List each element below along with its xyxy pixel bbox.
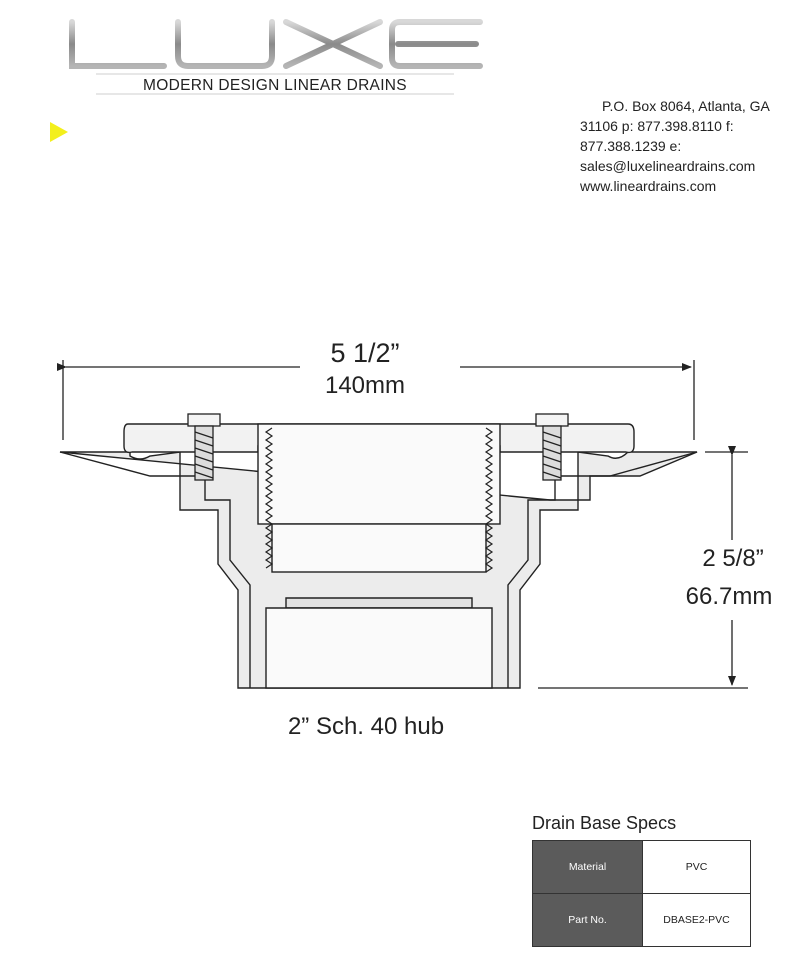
height-inches-label: 2 5/8” (702, 545, 764, 572)
width-mm-label: 140mm (324, 372, 406, 399)
contact-email[interactable]: sales@luxelineardrains.com (580, 158, 756, 174)
brand-tagline (95, 74, 455, 98)
height-mm-label: 66.7mm (685, 583, 773, 610)
play-icon (50, 122, 68, 142)
spec-key: Part No. (533, 894, 643, 947)
spec-value: PVC (643, 841, 751, 894)
drain-base-drawing (0, 320, 806, 750)
spec-value: DBASE2-PVC (643, 894, 751, 947)
hub-label: 2” Sch. 40 hub (287, 713, 445, 740)
contact-block (580, 96, 790, 196)
contact-fax: 877.388.1239 e: (580, 138, 682, 154)
threaded-bore (258, 424, 500, 688)
table-row (533, 894, 751, 947)
spec-key: Material (533, 841, 643, 894)
contact-website[interactable]: www.lineardrains.com (580, 178, 717, 194)
contact-address: P.O. Box 8064, Atlanta, GA (602, 98, 770, 114)
width-inches-label: 5 1/2” (330, 338, 400, 368)
table-row (533, 841, 751, 894)
tagline-text: MODERN DESIGN LINEAR DRAINS (143, 77, 407, 94)
contact-phone: 31106 p: 877.398.8110 f: (580, 118, 734, 134)
specs-title: Drain Base Specs (532, 813, 677, 833)
specs-table (532, 840, 751, 947)
